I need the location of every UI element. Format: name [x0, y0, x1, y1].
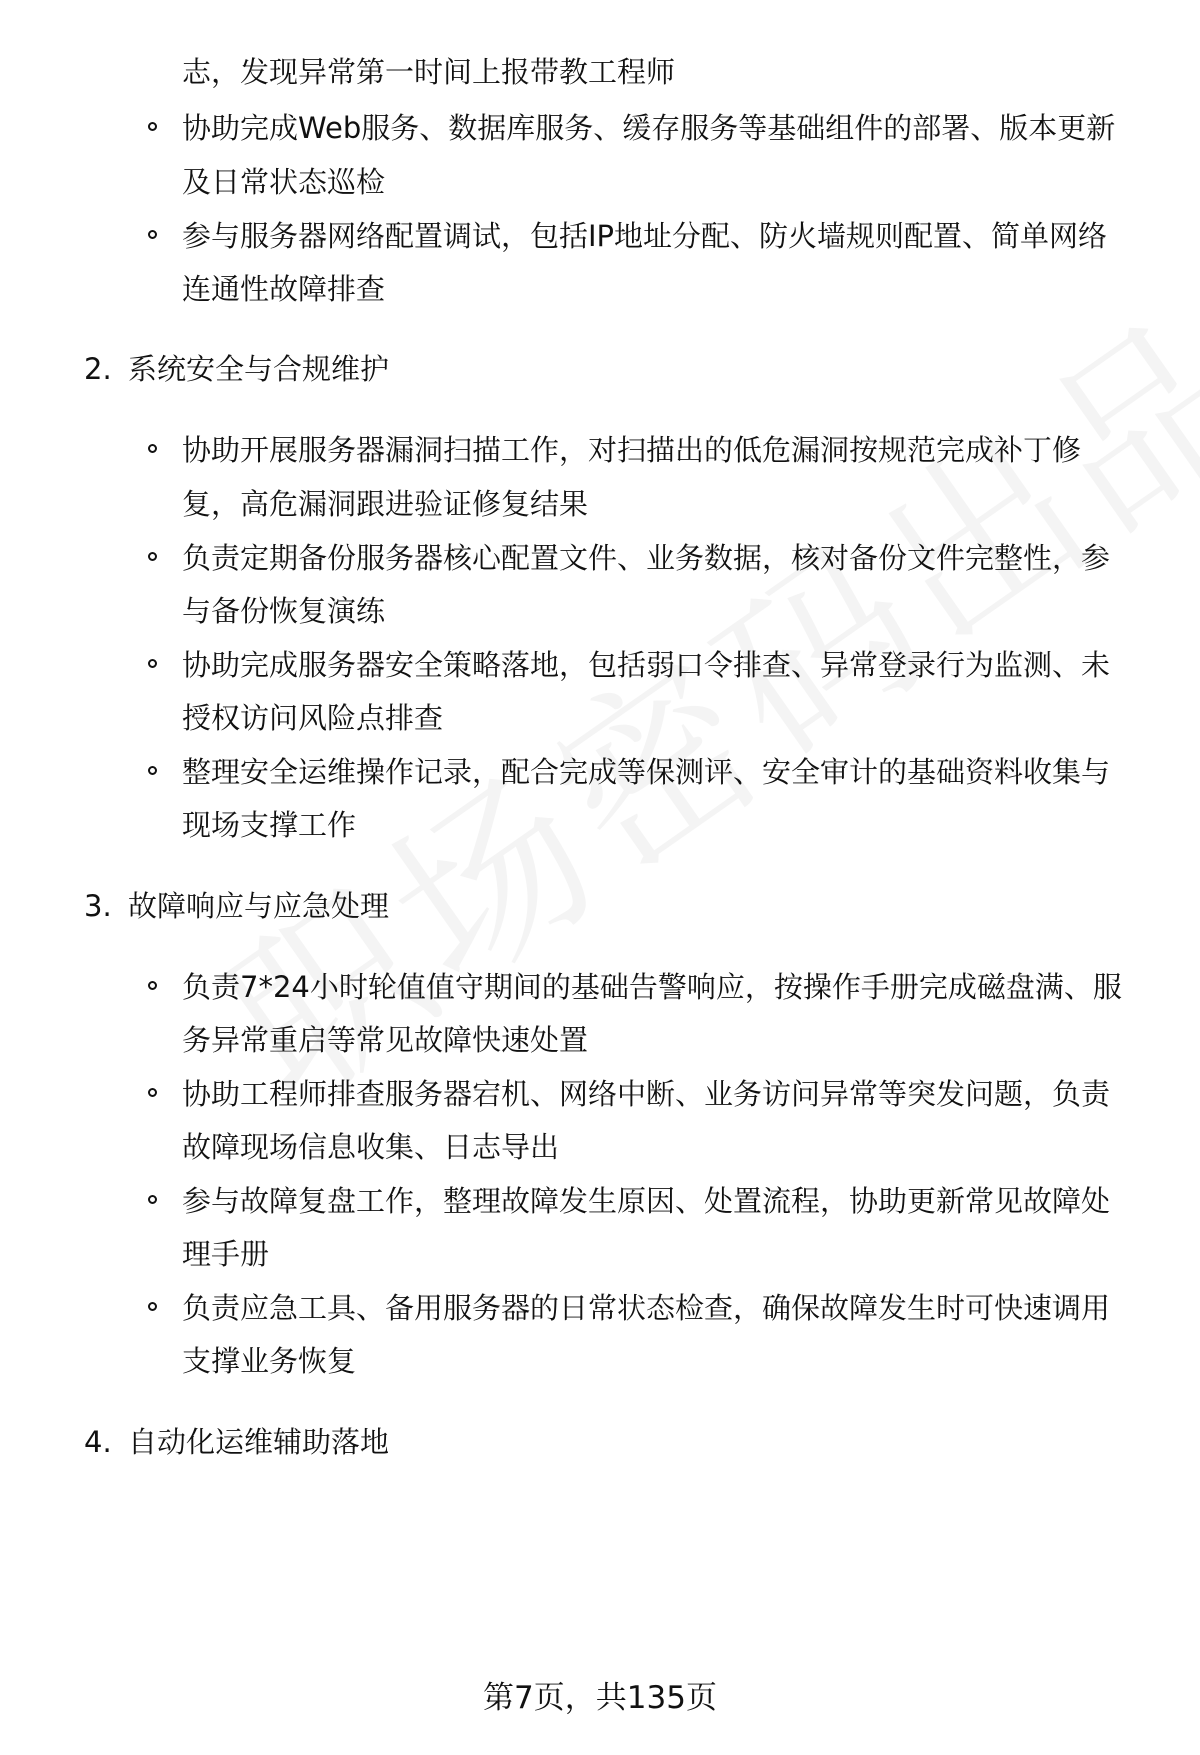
- section-heading: [84, 339, 389, 399]
- section-heading: [84, 876, 389, 936]
- list-item: [182, 420, 1081, 480]
- list-item-continuation: 及日常状态巡检: [182, 165, 386, 199]
- list-item-text: 整理安全运维操作记录，配合完成等保测评、安全审计的基础资料收集与: [182, 755, 1111, 789]
- section-number: 2.: [84, 352, 112, 386]
- hollow-bullet-icon: [148, 1195, 157, 1204]
- hollow-bullet-icon: [148, 1088, 157, 1097]
- list-item-text: 参与服务器网络配置调试，包括IP地址分配、防火墙规则配置、简单网络: [182, 219, 1108, 253]
- list-item-continuation: 复，高危漏洞跟进验证修复结果: [182, 487, 589, 521]
- list-item-continuation: 故障现场信息收集、日志导出: [182, 1130, 560, 1164]
- list-item: [182, 1064, 1110, 1124]
- list-item: [182, 528, 1110, 588]
- list-item: [182, 635, 1110, 695]
- continuation-text: 志，发现异常第一时间上报带教工程师: [182, 55, 676, 89]
- list-item-text: 参与故障复盘工作，整理故障发生原因、处置流程，协助更新常见故障处: [182, 1184, 1111, 1218]
- hollow-bullet-icon: [148, 444, 157, 453]
- section-number: 3.: [84, 889, 112, 923]
- list-item-continuation: 务异常重启等常见故障快速处置: [182, 1023, 589, 1057]
- page-number-footer: 第7页，共135页: [483, 1680, 717, 1716]
- list-item-text: 协助开展服务器漏洞扫描工作，对扫描出的低危漏洞按规范完成补丁修: [182, 433, 1082, 467]
- section-number: 4.: [84, 1425, 112, 1459]
- list-item-continuation: 与备份恢复演练: [182, 594, 386, 628]
- section-title: 故障响应与应急处理: [128, 889, 390, 923]
- list-item-text: 协助完成Web服务、数据库服务、缓存服务等基础组件的部署、版本更新: [182, 111, 1116, 145]
- list-item-continuation: 连通性故障排查: [182, 272, 386, 306]
- list-item: [182, 957, 1122, 1017]
- hollow-bullet-icon: [148, 659, 157, 668]
- hollow-bullet-icon: [148, 230, 157, 239]
- list-item-text: 协助完成服务器安全策略落地，包括弱口令排查、异常登录行为监测、未: [182, 648, 1111, 682]
- section-title: 自动化运维辅助落地: [128, 1425, 390, 1459]
- section-heading: [84, 1412, 389, 1472]
- list-item: [182, 206, 1107, 266]
- hollow-bullet-icon: [148, 122, 157, 131]
- list-item-continuation: 授权访问风险点排查: [182, 701, 444, 735]
- list-item: [182, 1171, 1110, 1231]
- list-item: [182, 742, 1110, 802]
- list-item-text: 负责应急工具、备用服务器的日常状态检查，确保故障发生时可快速调用: [182, 1291, 1111, 1325]
- hollow-bullet-icon: [148, 1302, 157, 1311]
- list-item: [182, 98, 1115, 158]
- section-title: 系统安全与合规维护: [128, 352, 390, 386]
- hollow-bullet-icon: [148, 981, 157, 990]
- list-item-continuation: 理手册: [182, 1237, 270, 1271]
- hollow-bullet-icon: [148, 552, 157, 561]
- list-item-text: 协助工程师排查服务器宕机、网络中断、业务访问异常等突发问题，负责: [182, 1077, 1111, 1111]
- list-item-continuation: 现场支撑工作: [182, 808, 357, 842]
- list-item-text: 负责定期备份服务器核心配置文件、业务数据，核对备份文件完整性，参: [182, 541, 1111, 575]
- list-item-text: 负责7*24小时轮值值守期间的基础告警响应，按操作手册完成磁盘满、服: [182, 970, 1122, 1004]
- list-item: [182, 1278, 1110, 1338]
- hollow-bullet-icon: [148, 766, 157, 775]
- list-item-continuation: 支撑业务恢复: [182, 1344, 357, 1378]
